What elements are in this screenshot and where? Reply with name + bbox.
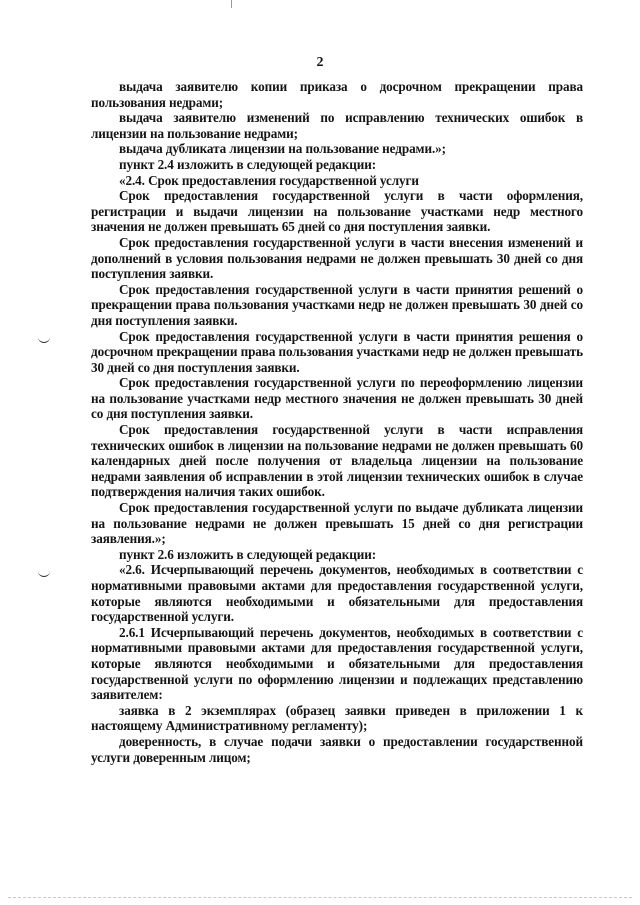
scan-edge <box>8 897 632 899</box>
paragraph: 2.6.1 Исчерпывающий перечень документов, необходимых в соответствии с нормативными правовыми актами для предоставления государственной услуги, которые являются необходимыми и обязательными для предоставления государственной услуги по оформлению лицензии и подлежащих представлению заявителем: <box>91 624 583 703</box>
paragraph: пункт 2.6 изложить в следующей редакции: <box>119 546 377 562</box>
paragraph: Срок предоставления государственной услуги в части исправления технических ошибок в лицензии на пользование недрами не должен превышать 60 календарных дней после получения от владельца лицензии на пользование недрами заявления об исправлении в этой лицензии технических ошибок в случае подтверждения наличия таких ошибок. <box>91 422 583 500</box>
paragraph: выдача дубликата лицензии на пользование недрами.»; <box>119 141 446 157</box>
scan-artifact <box>231 0 232 8</box>
paragraph: пункт 2.4 изложить в следующей редакции: <box>119 156 377 172</box>
paragraph: выдача заявителю изменений по исправлению технических ошибок в лицензии на пользование недрами; <box>91 110 583 141</box>
document-body <box>91 79 583 765</box>
paragraph: доверенность, в случае подачи заявки о предоставлении государственной услуги доверенным лицом; <box>91 733 583 765</box>
paragraph: Срок предоставления государственной услуги по выдаче дубликата лицензии на пользование недрами не должен превышать 15 дней со дня регистрации заявления.»; <box>91 500 583 547</box>
paragraph: Срок предоставления государственной услуги в части оформления, регистрации и выдачи лицензии на пользование участками недр местного значения не должен превышать 65 дней со дня поступления заявки. <box>91 188 583 235</box>
paragraph: Срок предоставления государственной услуги в части принятия решений о прекращении права пользования участками недр не должен превышать 30 дней со дня поступления заявки. <box>91 281 583 328</box>
margin-mark <box>38 336 50 343</box>
section-heading: «2.4. Срок предоставления государственной услуги <box>119 172 419 188</box>
margin-mark <box>38 570 50 577</box>
paragraph: выдача заявителю копии приказа о досрочном прекращении права пользования недрами; <box>91 79 583 110</box>
paragraph: заявка в 2 экземплярах (образец заявки приведен в приложении 1 к настоящему Административному регламенту); <box>91 702 583 734</box>
page-number: 2 <box>316 55 324 70</box>
paragraph: Срок предоставления государственной услуги в части внесения изменений и дополнений в условия пользования недрами не должен превышать 30 дней со дня поступления заявки. <box>91 234 583 282</box>
paragraph: Срок предоставления государственной услуги в части принятия решения о досрочном прекращении права пользования участками недр не должен превышать 30 дней со дня поступления заявки. <box>91 328 583 375</box>
paragraph: «2.6. Исчерпывающий перечень документов, необходимых в соответствии с нормативными правовыми актами для предоставления государственной услуги, которые являются необходимыми и обязательными для предоставления государственной услуги. <box>91 562 583 625</box>
paragraph: Срок предоставления государственной услуги по переоформлению лицензии на пользование участками недр местного значения не должен превышать 30 дней со дня поступления заявки. <box>91 375 583 422</box>
